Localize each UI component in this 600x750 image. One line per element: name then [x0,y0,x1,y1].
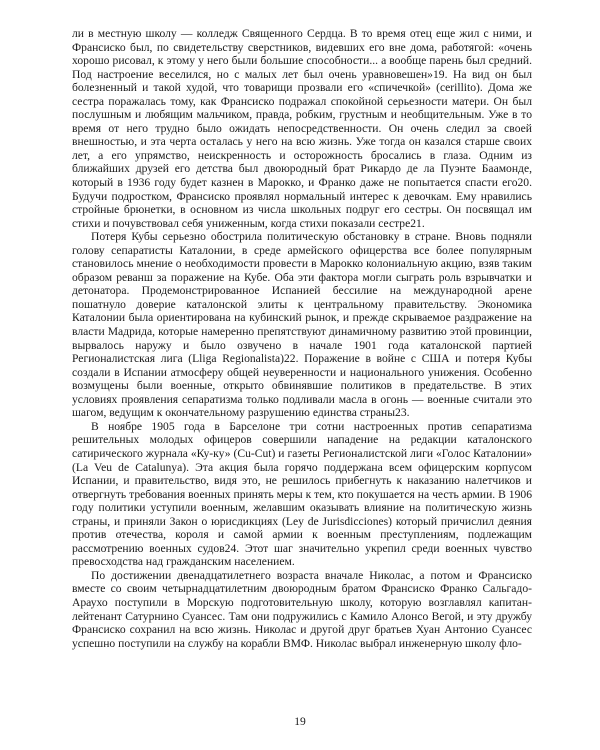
paragraph-1: ли в местную школу — колледж Священного Сердца. В то время отец еще жил с ними, и Франсиско был, по свидетельству сверстников, видевших его вне дома, работягой: «очень хорошо рисовал, к этому у него были большие способности... а вообще парень был средний. Под настроение веселился, но с малых лет был очень уравновешен»19. На вид он был болезненный и такой худой, что товарищи прозвали его «спичечкой» (cerillito). Дома же сестра поражалась тому, как Франсиско подражал спокойной серьезности матери. Он был послушным и любящим мальчиком, правда, робким, грустным и необщительным. Уже в то время от него трудно было ожидать непосредственности. Он очень следил за своей внешностью, и эта черта осталась у него на всю жизнь. Уже тогда он казался старше своих лет, а его упрямство, неискренность и осторожность бросались в глаза. Одним из ближайших друзей его детства был двоюродный брат Рикардо де ла Пуэнте Баамонде, который в 1936 году будет казнен в Марокко, и Франко даже не попытается спасти его20. Будучи подростком, Франсиско проявлял нормальный интерес к девочкам. Ему нравились стройные брюнетки, в основном из числа школьных подруг его сестры. Он посвящал им стихи и почувствовал себя униженным, когда стихи показали сестре21. [72,27,532,230]
page-number: 19 [294,715,306,728]
paragraph-2: Потеря Кубы серьезно обострила политическую обстановку в стране. Вновь подняли голову сепаратисты Каталонии, в среде армейского офицерства все более популярным становилось мнение о необходимости провести в Марокко колониальную акцию, взяв таким образом реванш за поражение на Кубе. Оба эти фактора могли сыграть роль взрывчатки и детонатора. Продемонстрированное Испанией бессилие на международной арене пошатнуло доверие каталонской элиты к центральному правительству. Экономика Каталонии была ориентирована на кубинский рынок, и прежде скрываемое раздражение на власти Мадрида, которые намеренно препятствуют динамичному развитию этой провинции, вырвалось наружу и было озвучено в начале 1901 года каталонской партией Регионалистская лига (Lliga Regionalista)22. Поражение в войне с США и потеря Кубы создали в Испании атмосферу общей неуверенности и национального унижения. Особенно возмущены были военные, открыто обвинявшие политиков в предательстве. В этих условиях проявления сепаратизма только подливали масла в огонь — военные считали это шагом, ведущим к окончательному разрушению единства страны23. [72,230,532,420]
paragraph-3: В ноябре 1905 года в Барселоне три сотни настроенных против сепаратизма решительных молодых офицеров совершили нападение на редакции каталонского сатирического журнала «Ку-ку» (Cu-Cut) и газеты Регионалистской лиги «Голос Каталонии» (La Veu de Catalunya). Эта акция была горячо поддержана всем офицерским корпусом Испании, и правительство, видя это, не решилось прибегнуть к наказанию налетчиков и отвергнуть требования военных принять меры к тем, кто покушается на честь армии. В 1906 году политики уступили военным, желавшим оказывать влияние на политическую жизнь страны, и приняли Закон о юрисдикциях (Ley de Jurisdicciones) который причислил деяния против отечества, короля и самой армии к военным преступлениям, подлежащим рассмотрению военных судов24. Этот шаг значительно укрепил среди военных чувство превосходства над гражданским населением. [72,419,532,569]
body-text [72,27,532,650]
paragraph-4: По достижении двенадцатилетнего возраста вначале Николас, а потом и Франсиско вместе со своим четырнадцатилетним двоюродным братом Франсиско Франко Сальгадо-Араухо поступили в Морскую подготовительную школу, которую возглавлял капитан-лейтенант Сатурнино Суансес. Там они подружились с Камило Алонсо Вегой, и эту дружбу Франсиско сохранил на всю жизнь. Николас и другой друг братьев Хуан Антонио Суансес успешно поступили на службу на корабли ВМФ. Николас выбрал инженерную школу фло- [72,568,532,650]
